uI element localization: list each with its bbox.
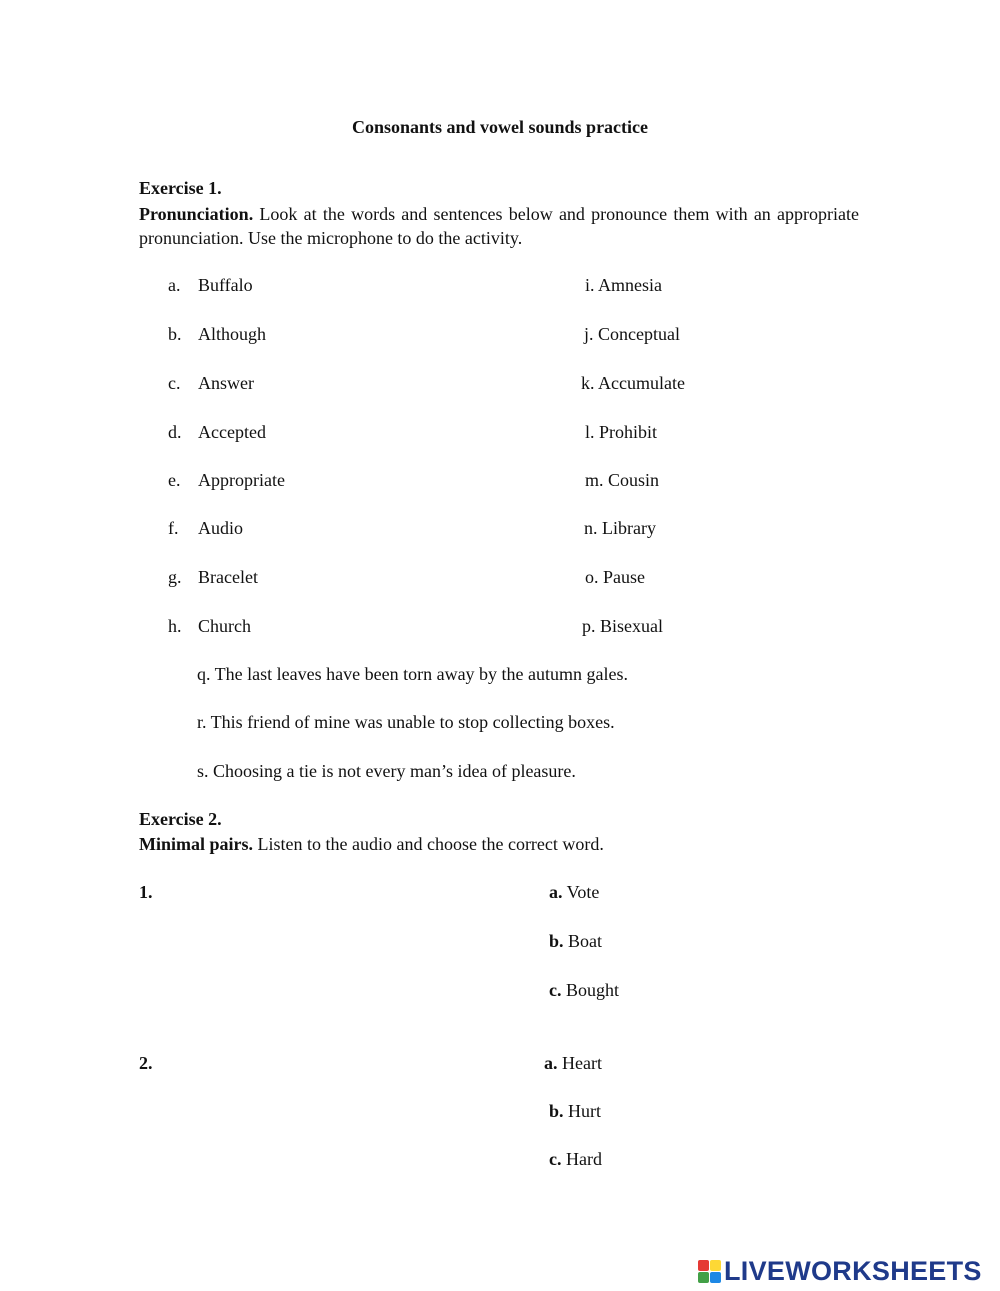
exercise-2-instruction-text: Listen to the audio and choose the correct word. [253, 834, 604, 854]
question-1-number: 1. [139, 882, 153, 902]
exercise-2-label: Minimal pairs. [139, 834, 254, 854]
question-2-option-c[interactable]: c. Hard [549, 1149, 602, 1169]
word-item-a[interactable]: a. Buffalo [168, 275, 253, 295]
exercise-1-heading: Exercise 1. [139, 178, 222, 198]
logo-block-i [710, 1260, 721, 1271]
sentence-r[interactable]: r. This friend of mine was unable to stop collecting boxes. [197, 712, 615, 732]
word-item-d[interactable]: d. Accepted [168, 422, 266, 442]
word-item-m[interactable]: m. Cousin [585, 470, 660, 490]
question-2-option-b[interactable]: b. Hurt [549, 1101, 602, 1121]
exercise-2-heading: Exercise 2. [139, 809, 222, 829]
logo-block-v [698, 1272, 709, 1283]
exercise-1-instruction-text: Look at the words and sentences below and pronounce them with an appropriate pronunciation. Use the microphone to do the activity. [139, 204, 859, 248]
word-item-g[interactable]: g. Bracelet [168, 567, 258, 587]
question-1-option-a[interactable]: a. Vote [549, 882, 600, 902]
word-item-l[interactable]: l. Prohibit [585, 422, 658, 442]
liveworksheets-logo[interactable] [698, 1257, 982, 1285]
question-1-option-b[interactable]: b. Boat [549, 931, 603, 951]
exercise-1-instructions [139, 202, 859, 250]
exercise-1-label: Pronunciation. [139, 204, 254, 224]
question-2-option-a[interactable]: a. Heart [544, 1053, 602, 1073]
logo-block-e [710, 1272, 721, 1283]
logo-blocks-icon [698, 1260, 721, 1283]
sentence-q[interactable]: q. The last leaves have been torn away by the autumn gales. [197, 664, 629, 684]
word-item-p[interactable]: p. Bisexual [582, 616, 663, 636]
word-item-i[interactable]: i. Amnesia [585, 275, 662, 295]
question-1-option-c[interactable]: c. Bought [549, 980, 620, 1000]
exercise-2-instructions [139, 832, 859, 856]
word-item-n[interactable]: n. Library [584, 518, 656, 538]
word-item-k[interactable]: k. Accumulate [581, 373, 685, 393]
logo-text: LIVEWORKSHEETS [724, 1255, 982, 1286]
word-item-c[interactable]: c. Answer [168, 373, 254, 393]
question-2-number: 2. [139, 1053, 153, 1073]
logo-block-l [698, 1260, 709, 1271]
word-item-h[interactable]: h. Church [168, 616, 251, 636]
word-item-f[interactable]: f. Audio [168, 518, 243, 538]
word-item-e[interactable]: e. Appropriate [168, 470, 285, 490]
word-item-j[interactable]: j. Conceptual [584, 324, 680, 344]
page-title: Consonants and vowel sounds practice [351, 117, 649, 137]
sentence-s[interactable]: s. Choosing a tie is not every man’s idea of pleasure. [197, 761, 576, 781]
word-item-b[interactable]: b. Although [168, 324, 267, 344]
word-item-o[interactable]: o. Pause [585, 567, 645, 587]
